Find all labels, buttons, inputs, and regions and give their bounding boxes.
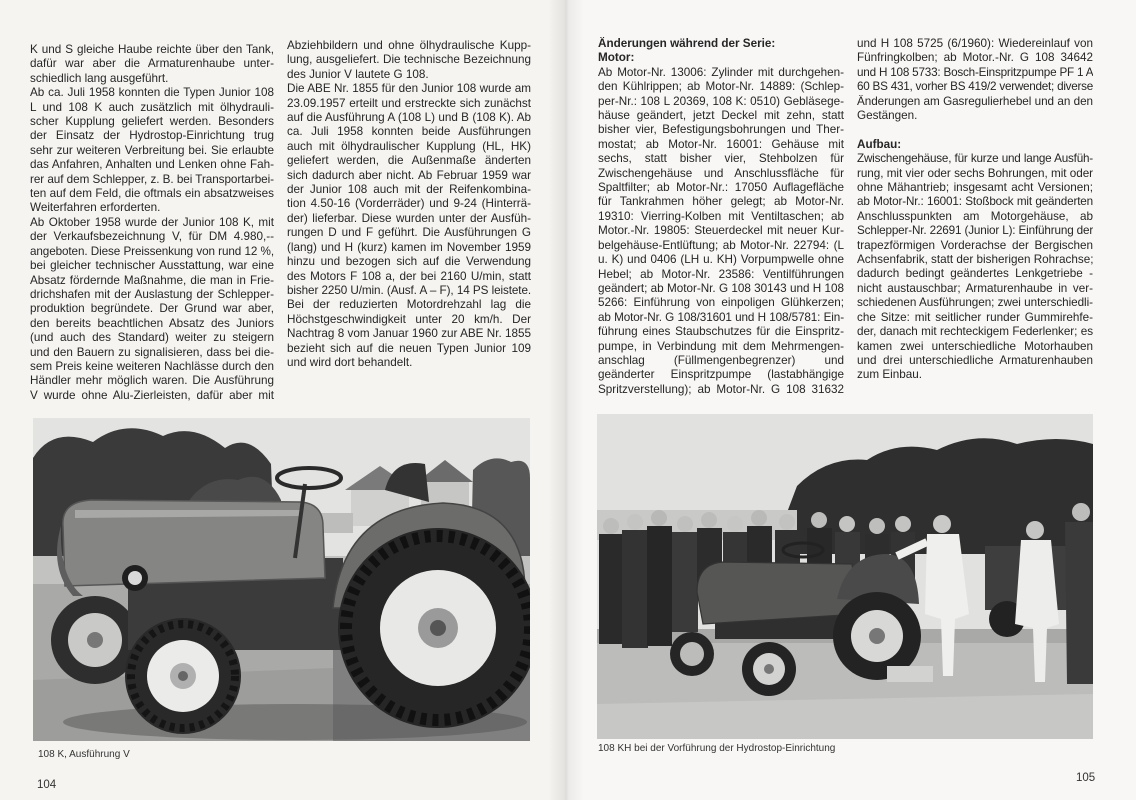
text-line: rungen D und F geführt. Die Ausführungen G — [287, 226, 531, 240]
front-wheel — [125, 618, 241, 734]
text-line: Zwischengehäuse und Anschlussfläche für — [598, 166, 844, 180]
text-line: 60 BS 431, vorher BS 419/2 verwendet; diverse — [857, 80, 1093, 94]
text-line: Bei der reduzierten Motordrehzahl lag die — [287, 298, 531, 312]
far-front-wheel — [670, 632, 714, 676]
text-line: Zwischengehäuse, für kurze und lange Ausfüh- — [857, 152, 1093, 166]
left-page-column-2 — [287, 39, 531, 370]
text-line: mostat; ab Motor-Nr. 16001: Gehäuse mit — [598, 137, 844, 151]
text-line: Die ABE Nr. 1855 für den Junior 108 wurde am — [287, 82, 531, 96]
text-line: L und 108 K auch zusätzlich mit ölhydrauli- — [30, 100, 274, 114]
paragraph — [598, 66, 844, 397]
text-line: und den Bauern zu signalisieren, dass bei die- — [30, 345, 274, 359]
text-line: sehr zur weiteren Verbreitung bei. Sie erlaubte — [30, 143, 274, 157]
text-line: geändert; ab Motor-Nr. G 108 30143 und H 108 — [598, 281, 844, 295]
text-line: und drei unterschiedliche Armaturenhauben — [857, 353, 1093, 367]
text-line: das Anfahren, Anhalten und Lenken ohne Fah- — [30, 158, 274, 172]
text-line: sich dadurch aber nicht. Ab Februar 1959 war — [287, 168, 531, 182]
text-line: 19310: Vierring-Kolben mit Ventiltaschen; ab — [598, 209, 844, 223]
paragraph — [857, 37, 1093, 123]
text-line: Gestängen. — [857, 109, 918, 123]
text-line: bezieht sich auf die neuen Typen Junior 109 — [287, 341, 531, 355]
man-in-dark-coat — [1065, 503, 1093, 684]
text-line: produktion begründete. Der Grund war aber, — [30, 302, 274, 316]
text-line: anschlag (Füllmengenbegrenzer) und — [598, 353, 844, 367]
text-line: rung, mit vier oder sechs Bohrungen, mit oder — [857, 166, 1093, 180]
text-line: Fünfringkolben; ab Motor.-Nr. G 108 34642 — [857, 51, 1093, 65]
text-line: (und auch des Standard) weiter zu steigern — [30, 331, 274, 345]
text-line: und wird dort behandelt. — [287, 355, 413, 369]
text-line: u. K) und 0406 (LH u. KH) Vorpumpwelle ohne — [598, 253, 844, 267]
left-photo-caption: 108 K, Ausführung V — [38, 749, 130, 760]
book-gutter — [548, 0, 584, 800]
text-line: geänderter Einspritzpumpe (lastabhängige — [598, 368, 844, 382]
text-line: führung eines Staubschutzes für die Einspritz- — [598, 325, 844, 339]
text-line: (lang) und H (kurz) kamen im November 1959 — [287, 240, 531, 254]
right-page-column-2 — [857, 37, 1093, 383]
text-line: 5266: Einführung von einpoligen Glühkerzen; — [598, 296, 844, 310]
text-line: des Motors F 108 a, der bei 2160 U/min, statt — [287, 269, 531, 283]
text-line: Motor.-Nr. 19805: Steuerdeckel mit neuer Kur- — [598, 224, 844, 238]
heading-line: Aufbau: — [857, 137, 902, 151]
front-wheel — [742, 642, 796, 696]
text-line: der) lieferbar. Diese wurden unter der Ausfüh- — [287, 211, 531, 225]
right-photo-caption: 108 KH bei der Vorführung der Hydrostop-Einrichtung — [598, 743, 836, 754]
text-line: dafür war aber die Armaturenhaube unter- — [30, 57, 274, 71]
text-line: Händler mehr möglich waren. Die Ausführung — [30, 374, 274, 388]
text-line: che Sitze: mit seitlicher runder Gummirehfe- — [857, 310, 1093, 324]
heading-line: Motor: — [598, 51, 635, 65]
text-line: schiedenen Ausführungen; zwei unterschiedli- — [857, 296, 1093, 310]
text-line: auch mit ölhydraulischer Kupplung (HL, HK) — [287, 139, 531, 153]
paragraph — [287, 82, 531, 370]
text-line: Absatz fördernde Maßnahme, die man in Frie- — [30, 273, 274, 287]
text-line: sem Preis keine weiteren Nachlässe durch den — [30, 359, 274, 373]
text-line: per-Nr.: 108 L 20369, 108 K: 0510) Gebläsege- — [598, 94, 844, 108]
paragraph — [30, 43, 274, 86]
text-line: schiedlich lang ausgeführt. — [30, 71, 169, 85]
text-line: trapezförmigen Vorderachse der Bergischen — [857, 238, 1093, 252]
text-line: Ab Oktober 1958 wurde der Junior 108 K, mit — [30, 215, 274, 229]
text-line: lung, ausgeliefert. Die technische Bezeichnung — [287, 53, 531, 67]
text-line: nicht austauschbar; Armaturenhaube in ver- — [857, 281, 1093, 295]
text-line: der Einsatz der Hydrostop-Einrichtung trug — [30, 129, 274, 143]
text-line: Schlepper-Nr. 22691 (Junior L): Einführung der — [857, 224, 1093, 238]
text-line: der Junior 108 auch mit der Reifenkombina- — [287, 183, 531, 197]
text-line: der, danach mit rechteckigem Federlenker; es — [857, 325, 1093, 339]
text-line: Änderungen am Gasregulierhebel und an den — [857, 94, 1093, 108]
text-line: geliefert werden, die Außenmaße änderten — [287, 154, 531, 168]
text-line: drichshafen mit der Auslastung der Schlepper- — [30, 287, 274, 301]
paragraph — [30, 86, 274, 216]
text-line: Spaltfilter; ab Motor-Nr.: 17050 Auflagefläche — [598, 181, 844, 195]
text-line: kamen zwei unterschiedliche Motorhauben — [857, 339, 1093, 353]
text-line: Ab Motor-Nr. 13006: Zylinder mit durchgehen- — [598, 65, 844, 79]
text-line: und H 108 5725 (6/1960): Wiedereinlauf von — [857, 37, 1093, 50]
left-page-column-1 — [30, 43, 274, 403]
right-page-column-1 — [598, 37, 844, 397]
text-line: rer auf dem Schlepper, z. B. bei Transportarbei- — [30, 172, 274, 186]
text-line: Ab ca. Juli 1958 konnten die Typen Junior 108 — [30, 86, 274, 100]
page-number-right: 105 — [1076, 772, 1096, 784]
text-line: auf die Ausführung A (108 L) und B (108 K). Ab — [287, 111, 531, 125]
text-line: Abziehbildern und ohne ölhydraulische Kupp- — [287, 39, 531, 52]
tractor-108k-photo — [33, 418, 530, 741]
headlight — [122, 565, 148, 591]
text-line: tion 4.50-16 (Vorderräder) und 9-24 (Hinterrä- — [287, 197, 531, 211]
text-line: ohne Mähantrieb; insgesamt acht Versionen; — [857, 181, 1093, 195]
section-heading — [857, 138, 1093, 152]
text-line: bei gleicher technischer Ausstattung, war eine — [30, 259, 274, 273]
paragraph — [30, 216, 274, 403]
text-line: ab Motor-Nr.: 16001: Stoßbock mit geänderten — [857, 195, 1093, 209]
wooden-box — [887, 666, 933, 682]
text-line: dadurch bedingt geändertes Lenkgetriebe - — [857, 267, 1093, 281]
text-line: ca. Juli 1958 konnten beide Ausführungen — [287, 125, 531, 139]
text-line: 23.09.1957 erteilt und erstreckte sich zunächst — [287, 96, 531, 110]
paragraph — [857, 152, 1093, 383]
text-line: Hebel; ab Motor-Nr. 23586: Ventilführungen — [598, 267, 844, 281]
heading-line: Änderungen während der Serie: — [598, 37, 776, 50]
text-line: den Kühlrippen; ab Motor-Nr. 14889: (Schlep- — [598, 80, 844, 94]
text-line: für Tankrahmen höher gelegt; ab Motor-Nr. — [598, 195, 844, 209]
text-line: des Junior V lautete G 108. — [287, 67, 429, 81]
text-line: Achsenfabrik, statt der bisherigen Rohrachse; — [857, 253, 1093, 267]
text-line: pumpe, in Verbindung mit dem Mehrmengen- — [598, 339, 844, 353]
text-line: angeboten. Diese Preissenkung von rund 12 %, — [30, 244, 274, 258]
text-line: Anschlusspunkten am Motorgehäuse, ab — [857, 209, 1093, 223]
text-line: häuse geändert, jetzt Deckel mit zehn, statt — [598, 109, 844, 123]
text-line: belgehäuse-Entlüftung; ab Motor-Nr. 22794: (L — [598, 238, 844, 252]
rear-wheel — [338, 528, 530, 728]
hood — [697, 562, 859, 624]
page-number-left: 104 — [37, 779, 57, 791]
text-line: Höchstgeschwindigkeit unter 20 km/h. Der — [287, 312, 531, 326]
text-line: den bereits beachtlichen Absatz des Juniors — [30, 316, 274, 330]
text-line: Weiterfahren erforderten. — [30, 201, 161, 215]
paragraph — [287, 39, 531, 82]
text-line: zum Einbau. — [857, 368, 922, 382]
section-heading — [598, 37, 844, 66]
text-line: sechs, statt bisher vier, Stehbolzen für — [598, 152, 844, 166]
text-line: V wurde ohne Alu-Zierleisten, dafür aber mit — [30, 388, 274, 402]
text-line: scher Kupplung geliefert werden. Besonders — [30, 115, 274, 129]
text-line: Nachtrag 8 vom Januar 1960 zur ABE Nr. 1855 — [287, 327, 531, 341]
text-line: bisher vier, Befestigungsbohrungen und Ther- — [598, 123, 844, 137]
text-line: und H 108 5733: Bosch-Einspritzpumpe PF 1 A — [857, 65, 1093, 79]
text-line: bisher 2250 U/min. (Ausf. A – F), 14 PS leistete. — [287, 283, 531, 297]
hydrostop-demo-photo — [597, 414, 1093, 739]
text-line: der Verkaufsbezeichnung V, für DM 4.980,-- — [30, 230, 274, 244]
text-line: ten auf dem Feld, die oftmals ein absatzweises — [30, 187, 274, 201]
text-line: ab Motor-Nr. G 108/31601 und H 108/5781: Ein- — [598, 310, 844, 324]
text-line: hinzu und bezogen sich auf die Verwendung — [287, 255, 531, 269]
text-line: K und S gleiche Haube reichte über den Tank, — [30, 43, 274, 56]
text-line: Spritzverstellung); ab Motor-Nr. G 108 31632 — [598, 382, 844, 396]
